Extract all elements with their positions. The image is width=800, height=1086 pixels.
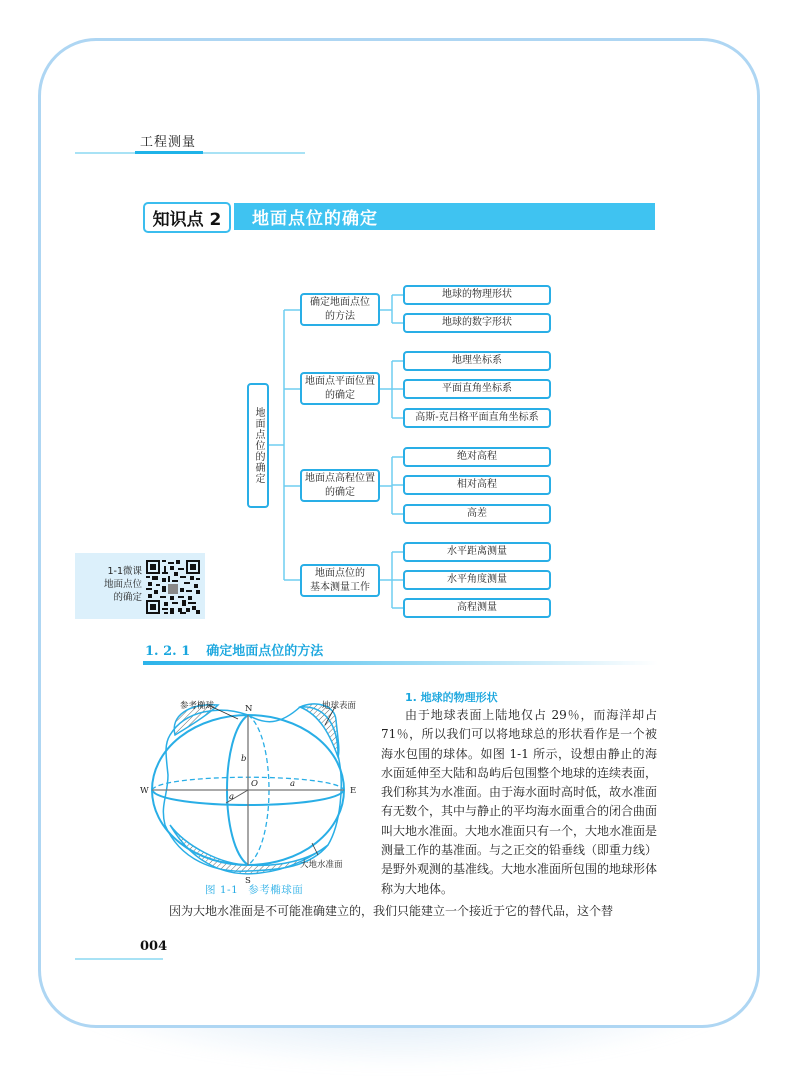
figure-caption-text: 参考椭球面 bbox=[248, 884, 304, 896]
body-continuation: 因为大地水准面是不可能准确建立的，我们只能建立一个接近于它的替代品，这个替 bbox=[169, 904, 614, 918]
branch-label-line2: 基本测量工作 bbox=[310, 581, 370, 593]
mind-map-leaf: 绝对高程 bbox=[403, 447, 551, 467]
mind-map-leaf: 高程测量 bbox=[403, 598, 551, 618]
body-paragraph: 由于地球表面上陆地仅占 29％，而海洋却占 71％，所以我们可以将地球总的形状看作是一个被海水包围的球体。如图 1-1 所示，设想由静止的海水面延伸至大陆和岛屿后包围整个地球的连续表面，我们称其为水准面。由于海水面时高时低，故水准面有无数个，其中与静止的平均海水面重合的闭合曲面叫大地水准面。大地水准面只有一个，大地水准面是测量工作的基准面。与之正交的铅垂线（即重力线）是野外观测的基准线。大地水准面所包围的地球形体称为大地体。 bbox=[381, 708, 658, 896]
figure-caption bbox=[205, 882, 303, 897]
label-geoid: 大地水准面 bbox=[300, 860, 343, 870]
micro-lesson-line1: 1-1微课 bbox=[107, 566, 142, 577]
mind-map-branch-plane-position bbox=[300, 372, 380, 405]
reference-ellipsoid-figure bbox=[140, 695, 370, 885]
branch-label-line2: 的方法 bbox=[325, 310, 355, 322]
footer-divider bbox=[75, 958, 163, 960]
mind-map-branch-elevation bbox=[300, 469, 380, 502]
section-underline bbox=[143, 661, 658, 665]
section-title: 确定地面点位的方法 bbox=[206, 644, 324, 659]
micro-lesson-line2: 地面点位 bbox=[103, 579, 142, 590]
label-semi-major-2: a bbox=[229, 792, 235, 802]
section-heading bbox=[145, 640, 323, 659]
branch-label-line2: 的确定 bbox=[325, 486, 355, 498]
mind-map-leaf: 地理坐标系 bbox=[403, 351, 551, 371]
knowledge-point-title: 地面点位的确定 bbox=[234, 203, 655, 230]
mind-map-leaf: 地球的物理形状 bbox=[403, 285, 551, 305]
label-north: N bbox=[245, 704, 253, 714]
mind-map-branch-basic-work bbox=[300, 564, 380, 597]
label-reference-ellipsoid: 参考椭球 bbox=[180, 701, 215, 711]
label-semi-minor: b bbox=[241, 754, 247, 764]
mind-map-leaf: 地球的数字形状 bbox=[403, 313, 551, 333]
label-origin: O bbox=[251, 779, 258, 789]
branch-label-line2: 的确定 bbox=[325, 389, 355, 401]
mind-map-leaf: 水平距离测量 bbox=[403, 542, 551, 562]
micro-lesson-label bbox=[80, 565, 142, 604]
micro-lesson-line3: 的确定 bbox=[113, 592, 142, 603]
page-number: 004 bbox=[140, 939, 168, 954]
subsection-title: 1. 地球的物理形状 bbox=[405, 691, 498, 704]
mind-map-branch-methods bbox=[300, 293, 380, 326]
qr-code-icon[interactable] bbox=[146, 560, 200, 614]
mind-map-leaf: 平面直角坐标系 bbox=[403, 379, 551, 399]
branch-label-line1: 地面点高程位置 bbox=[305, 472, 375, 484]
label-west: W bbox=[140, 786, 149, 796]
section-number: 1. 2. 1 bbox=[145, 644, 191, 659]
branch-label-line1: 地面点位的 bbox=[315, 567, 365, 579]
mind-map-leaf: 水平角度测量 bbox=[403, 570, 551, 590]
label-east: E bbox=[350, 786, 357, 796]
branch-label-line1: 确定地面点位 bbox=[310, 296, 370, 308]
figure-number: 图 1-1 bbox=[205, 884, 239, 896]
label-earth-surface: 地球表面 bbox=[322, 701, 357, 711]
mind-map-root: 地面点位的确定 bbox=[247, 383, 269, 508]
label-south: S bbox=[245, 876, 251, 885]
label-semi-major: a bbox=[290, 779, 296, 789]
mind-map-leaf: 高差 bbox=[403, 504, 551, 524]
mind-map-leaf: 相对高程 bbox=[403, 475, 551, 495]
book-title: 工程测量 bbox=[140, 135, 197, 150]
knowledge-point-label: 知识点 2 bbox=[143, 202, 231, 233]
mind-map-leaf: 高斯-克吕格平面直角坐标系 bbox=[403, 408, 551, 428]
branch-label-line1: 地面点平面位置 bbox=[305, 375, 375, 387]
